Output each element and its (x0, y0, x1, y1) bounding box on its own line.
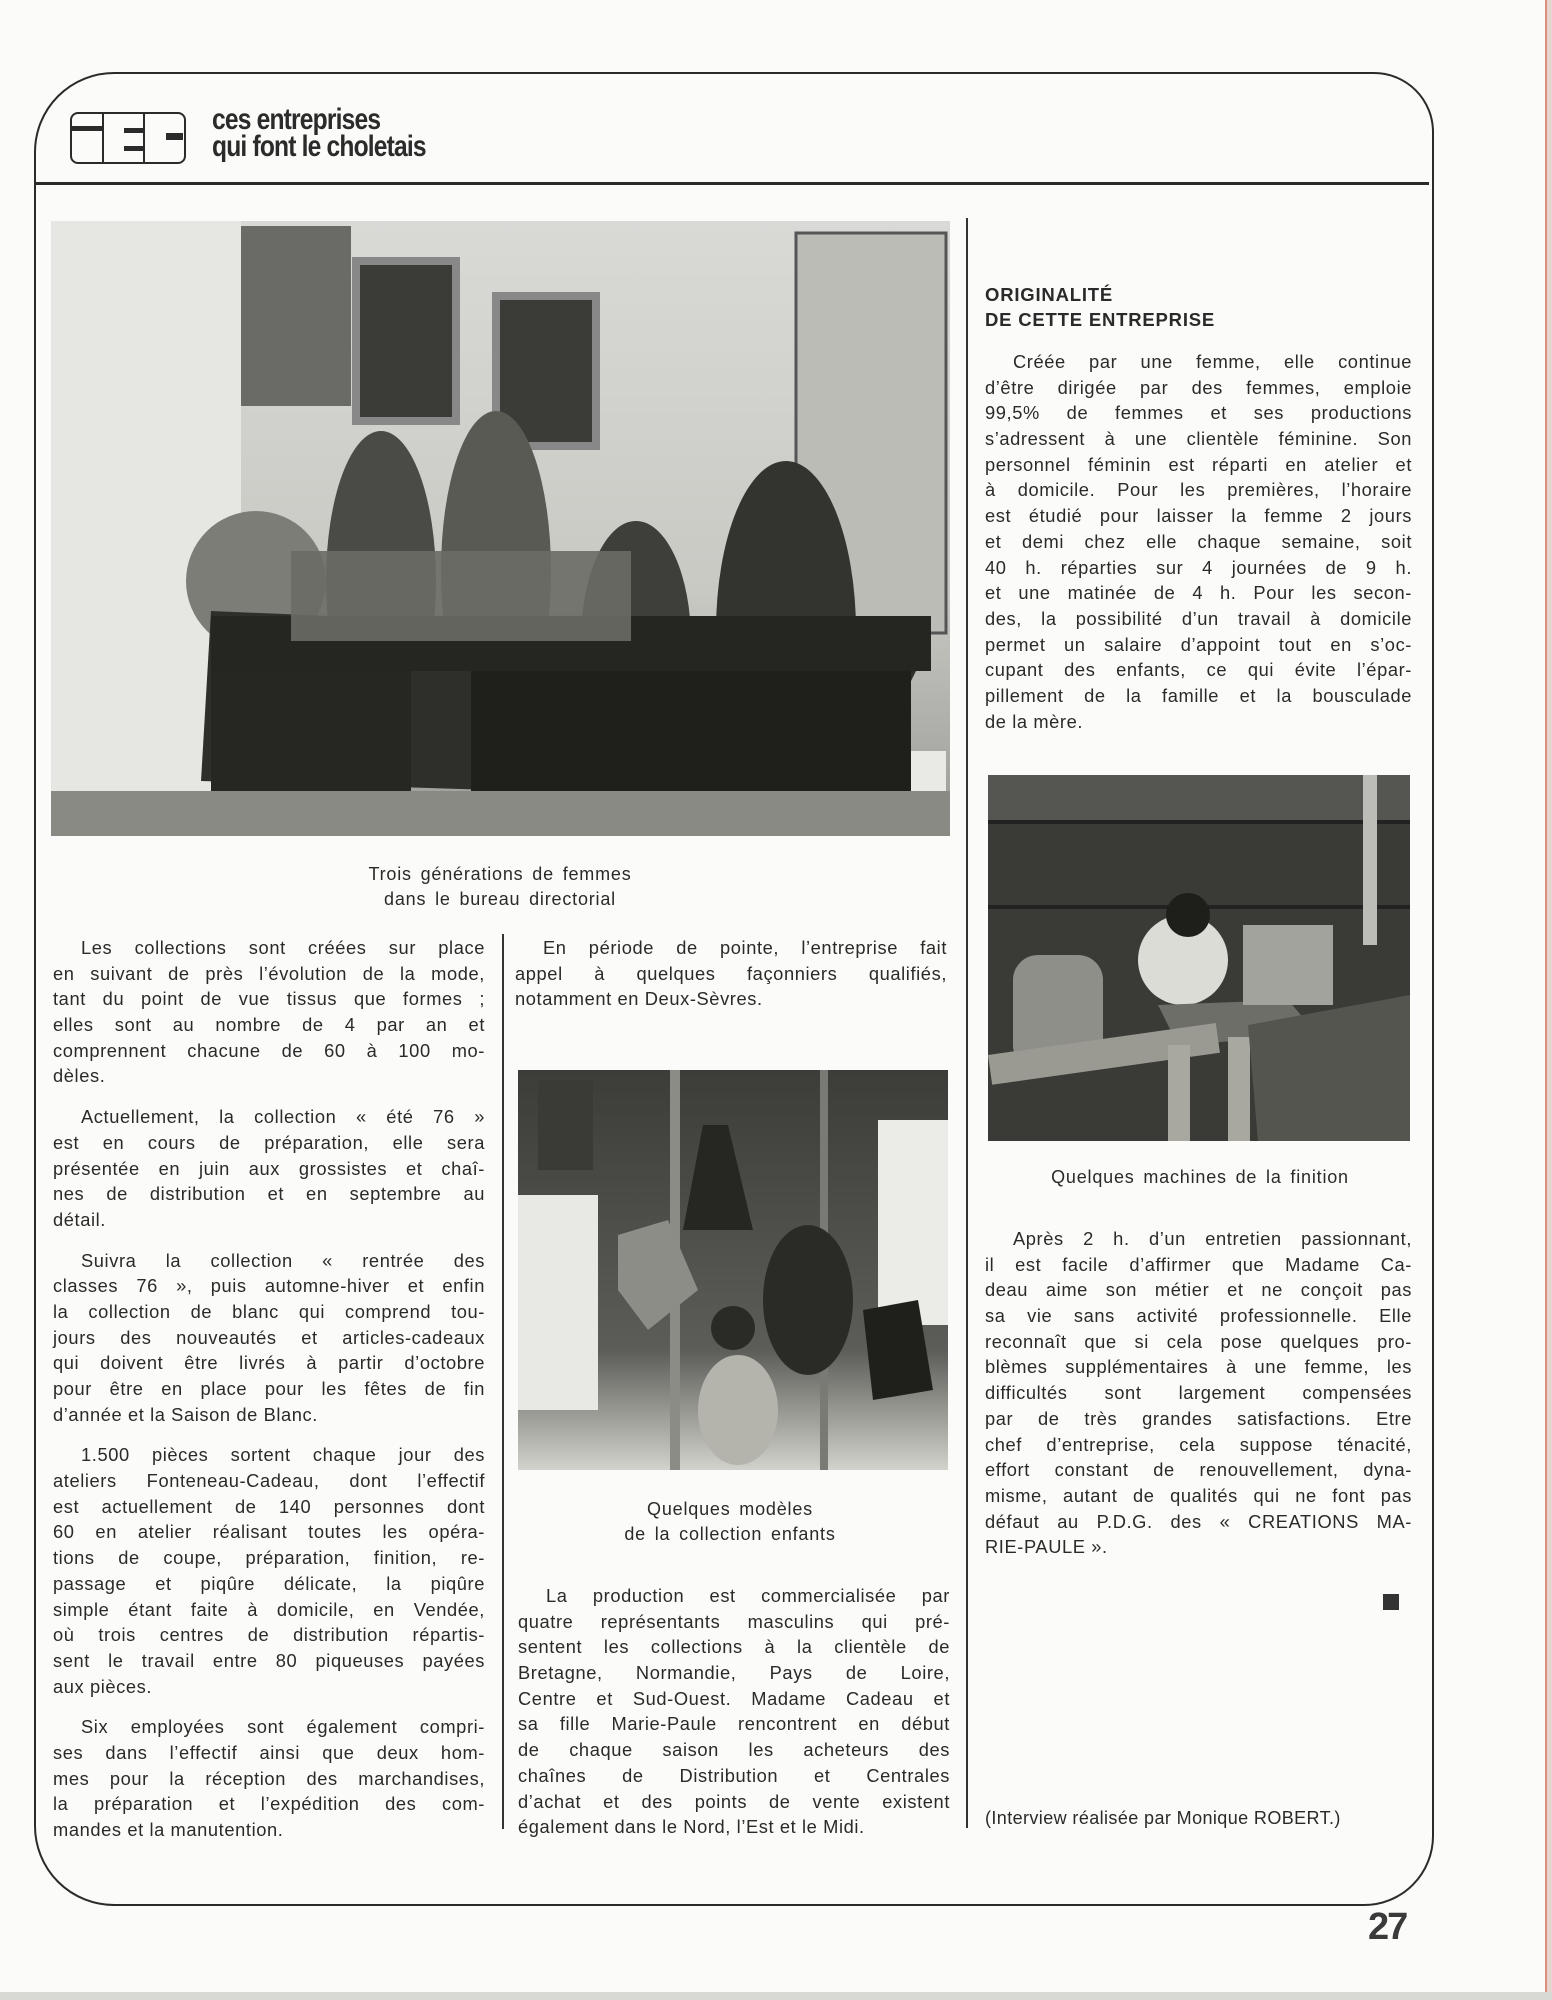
text-line: notamment en Deux-Sèvres. (515, 988, 763, 1010)
caption-line: de la collection enfants (624, 1524, 836, 1544)
text-line: classes 76 », puis automne-hiver et enfin (53, 1275, 485, 1297)
photo-children-image (518, 1070, 948, 1470)
text-line: RIE-PAULE ». (985, 1536, 1108, 1558)
text-line: de chaque saison les acheteurs des (518, 1739, 950, 1761)
text-line: dèles. (53, 1065, 106, 1087)
text-line: d’achat et des points de vente existent (518, 1790, 950, 1812)
heading-line: DE CETTE ENTREPRISE (985, 309, 1216, 330)
text-line: deau aime son métier et ne conçoit pas (985, 1279, 1412, 1301)
end-of-article-mark (1383, 1594, 1399, 1610)
text-line: personnel féminin est réparti en atelier et (985, 453, 1412, 475)
section-heading (985, 282, 1215, 332)
text-line: tions de coupe, préparation, finition, re- (53, 1547, 485, 1569)
text-line: comprennent chacune de 60 à 100 mo- (53, 1039, 485, 1061)
section-title (212, 103, 426, 163)
text-line: à domicile. Pour les premières, l’horaire (985, 479, 1412, 501)
text-line: il est facile d’affirmer que Madame Ca- (985, 1253, 1412, 1275)
text-line: 1.500 pièces sortent chaque jour des (81, 1444, 485, 1466)
paragraph (985, 1226, 1412, 1560)
paragraph (515, 935, 947, 1012)
text-line: 40 h. réparties sur 4 journées de 9 h. (985, 556, 1412, 578)
text-line: elles sont au nombre de 4 par an et (53, 1014, 485, 1036)
text-line: Après 2 h. d’un entretien passionnant, (1013, 1228, 1412, 1249)
text-line: est en cours de préparation, elle sera (53, 1131, 485, 1153)
column-divider-right (966, 218, 968, 1828)
text-line: passage et piqûre délicate, la piqûre (53, 1572, 485, 1594)
text-line: pillement de la famille et la bousculade (985, 684, 1412, 706)
header-rule (36, 182, 1429, 185)
text-line: Centre et Sud-Ouest. Madame Cadeau et (518, 1687, 950, 1709)
column-right-top (985, 349, 1412, 749)
caption-line: Quelques machines de la finition (1051, 1167, 1349, 1187)
paragraph (53, 1714, 485, 1842)
logo-bar (72, 126, 102, 131)
photo-finishing-machines (988, 775, 1410, 1141)
text-line: Actuellement, la collection « été 76 » (81, 1106, 485, 1128)
text-line: tant du point de vue tissus que formes ; (53, 988, 485, 1010)
text-line: Suivra la collection « rentrée des (81, 1249, 485, 1271)
paragraph (53, 1248, 485, 1428)
title-line: ces entreprises (212, 103, 381, 136)
text-line: sa vie sans activité professionnelle. Elle (985, 1305, 1412, 1327)
text-line: est étudié pour laisser la femme 2 jours (985, 505, 1412, 527)
text-line: 99,5% de femmes et ses productions (985, 402, 1412, 424)
logo-bar (166, 133, 183, 140)
logo-divider (102, 114, 104, 162)
photo-machines-caption (1000, 1165, 1400, 1190)
column-divider-left (502, 934, 504, 1829)
paragraph (53, 935, 485, 1089)
paragraph (518, 1583, 950, 1840)
caption-line: dans le bureau directorial (384, 889, 616, 909)
text-line: également dans le Nord, l’Est et le Midi. (518, 1816, 865, 1838)
text-line: cupant des enfants, ce qui évite l’épar- (985, 659, 1412, 681)
text-line: misme, autant de qualités qui ne font pas (985, 1484, 1412, 1506)
column-middle-bottom (518, 1583, 950, 1855)
text-line: En période de pointe, l’entreprise fait (543, 937, 947, 958)
text-line: quatre représentants masculins qui pré- (518, 1610, 950, 1632)
text-line: Créée par une femme, elle continue (1013, 351, 1412, 372)
text-line: est actuellement de 140 personnes dont (53, 1495, 485, 1517)
text-line: d’être dirigée par des femmes, emploie (985, 376, 1412, 398)
page-edge (1545, 0, 1552, 2000)
text-line: Bretagne, Normandie, Pays de Loire, (518, 1662, 950, 1684)
text-line: défaut au P.D.G. des « CREATIONS MA- (985, 1510, 1412, 1532)
text-line: difficultés sont largement compensées (985, 1382, 1412, 1404)
photo-children-collection (518, 1070, 948, 1470)
text-line: et une matinée de 4 h. Pour les secon- (985, 582, 1412, 604)
logo-bar (124, 146, 143, 151)
photo-machines-image (988, 775, 1410, 1141)
text-line: des, la possibilité d’un travail à domicile (985, 607, 1412, 629)
iec-logo (70, 112, 186, 164)
text-line: blèmes supplémentaires à une femme, les (985, 1356, 1412, 1378)
title-line: qui font le choletais (212, 130, 426, 163)
text-line: ateliers Fonteneau-Cadeau, dont l’effectif (53, 1470, 485, 1492)
text-line: chaînes de Distribution et Centrales (518, 1764, 950, 1786)
text-line: 60 en atelier réalisant toutes les opéra- (53, 1521, 485, 1543)
text-line: la collection de blanc qui comprend tou- (53, 1300, 485, 1322)
text-line: pour être en place pour les fêtes de fin (53, 1378, 485, 1399)
logo-divider (143, 114, 145, 162)
text-line: Six employées sont également compri- (81, 1716, 485, 1738)
text-line: en suivant de près l’évolution de la mode, (53, 962, 485, 984)
page-edge-bottom (0, 1992, 1552, 2000)
paragraph (985, 349, 1412, 734)
text-line: simple étant faite à domicile, en Vendée, (53, 1598, 485, 1620)
text-line: détail. (53, 1208, 106, 1230)
paragraph (53, 1104, 485, 1232)
photo-office-caption (290, 862, 710, 912)
photo-office (51, 221, 950, 836)
text-line: aux pièces. (53, 1675, 153, 1697)
paragraph (53, 1442, 485, 1699)
column-middle-top (515, 935, 947, 1027)
text-line: la préparation et l’expédition des com- (53, 1793, 485, 1815)
caption-line: Trois générations de femmes (368, 864, 632, 884)
text-line: La production est commercialisée par (546, 1585, 950, 1606)
text-line: reconnaît que si cela pose quelques pro- (985, 1330, 1412, 1352)
text-line: chef d’entreprise, cela suppose ténacité, (985, 1433, 1412, 1455)
text-line: mes pour la réception des marchandises, (53, 1767, 485, 1789)
text-line: présentée en juin aux grossistes et chaî- (53, 1157, 485, 1179)
text-line: sentent les collections à la clientèle de (518, 1636, 950, 1658)
photo-office-image (51, 221, 950, 836)
text-line: mandes et la manutention. (53, 1819, 284, 1840)
text-line: par de très grandes satisfactions. Etre (985, 1407, 1412, 1429)
text-line: appel à quelques façonniers qualifiés, (515, 962, 947, 984)
text-line: qui doivent être livrés à partir d’octobre (53, 1352, 485, 1374)
photo-children-caption (560, 1497, 900, 1547)
text-line: jours des nouveautés et articles-cadeaux (53, 1326, 485, 1348)
text-line: d’année et la Saison de Blanc. (53, 1403, 318, 1425)
text-line: où trois centres de distribution répartis- (53, 1624, 485, 1646)
text-line: permet un salaire d’appoint tout en s’oc- (985, 633, 1412, 655)
text-line: sa fille Marie-Paule rencontrent en début (518, 1713, 950, 1735)
caption-line: Quelques modèles (647, 1499, 813, 1519)
text-line: de la mère. (985, 710, 1084, 732)
page-number: 27 (1368, 1906, 1407, 1948)
text-line: ses dans l’effectif ainsi que deux hom- (53, 1741, 485, 1763)
text-line: sent le travail entre 80 piqueuses payées (53, 1649, 485, 1671)
text-line: s’adressent à une clientèle féminine. Son (985, 428, 1412, 450)
text-line: effort constant de renouvellement, dyna- (985, 1459, 1412, 1481)
column-right-bottom (985, 1226, 1412, 1575)
logo-bar (124, 128, 143, 133)
text-line: nes de distribution et en septembre au (53, 1183, 485, 1205)
interview-credit: (Interview réalisée par Monique ROBERT.) (985, 1808, 1341, 1828)
heading-line: ORIGINALITÉ (985, 284, 1114, 305)
column-left (53, 935, 485, 1858)
text-line: et demi chez elle chaque semaine, soit (985, 530, 1412, 552)
text-line: Les collections sont créées sur place (81, 937, 485, 958)
